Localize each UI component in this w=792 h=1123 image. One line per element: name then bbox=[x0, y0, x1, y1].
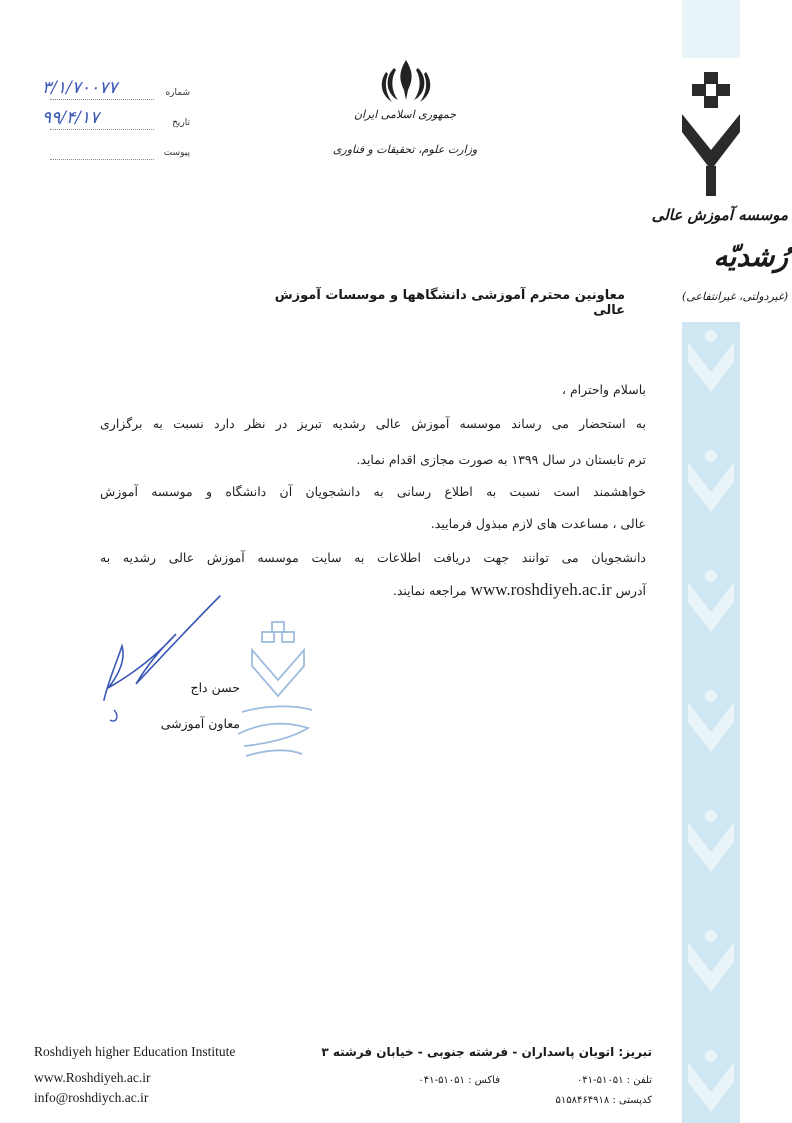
institute-name-line1: موسسه آموزش عالی bbox=[651, 206, 788, 224]
attachment-dots bbox=[50, 159, 154, 160]
footer-website[interactable]: www.Roshdiyeh.ac.ir bbox=[34, 1070, 151, 1085]
footer-address: تبریز: اتوبان پاسداران - فرشته جنوبی - خیابان فرشته ۳ bbox=[321, 1045, 652, 1059]
date-dots bbox=[50, 129, 154, 130]
footer-email[interactable]: info@roshdiych.ac.ir bbox=[34, 1090, 149, 1105]
footer-fax: فاکس : ۵۱۰۵۱-۰۴۱ bbox=[418, 1075, 500, 1086]
republic-title: جمهوری اسلامی ایران bbox=[353, 108, 457, 121]
address-prefix: آدرس bbox=[615, 583, 646, 598]
institute-type: (غیردولتی، غیرانتفاعی) bbox=[681, 290, 788, 303]
official-stamp-icon bbox=[232, 616, 322, 766]
signer-name: حسن داج bbox=[190, 680, 240, 695]
footer-english-name: Roshdiyeh higher Education Institute bbox=[34, 1044, 236, 1059]
number-value: ۳/۱/۷۰۰۷۷ bbox=[42, 78, 118, 98]
roshdiyeh-logo-icon bbox=[682, 70, 740, 200]
footer-postal-code: کدپستی : ۵۱۵۸۴۶۴۹۱۸ bbox=[555, 1095, 652, 1106]
number-dots bbox=[50, 99, 154, 100]
date-value: ۹۹/۴/۱۷ bbox=[42, 108, 100, 128]
letter-greeting: باسلام واحترام ، bbox=[561, 382, 646, 397]
handwritten-signature-icon bbox=[96, 590, 236, 730]
paragraph-1-line-2: ترم تابستان در سال ۱۳۹۹ به صورت مجازی اقدام نماید. bbox=[356, 452, 646, 467]
ministry-title: وزارت علوم، تحقیقات و فناوری bbox=[332, 143, 478, 156]
paragraph-2-line-2: عالی ، مساعدت های لازم مبذول فرمایید. bbox=[430, 516, 646, 531]
letter-recipient: معاونین محترم آموزشی دانشگاهها و موسسات آموزش عالی bbox=[274, 288, 625, 318]
attachment-label: پیوست bbox=[163, 148, 190, 158]
paragraph-1-line-1: به استحضار می رساند موسسه آموزش عالی رشدیه تبریز در نظر دارد نسبت به برگزاری bbox=[100, 416, 646, 431]
header-band-strip bbox=[682, 0, 740, 58]
institute-name-line2: رُشدیّه bbox=[713, 240, 788, 273]
number-label: شماره bbox=[165, 88, 190, 98]
signer-title: معاون آموزشی bbox=[160, 716, 240, 731]
address-suffix: مراجعه نمایند. bbox=[392, 583, 467, 598]
footer-phone: تلفن : ۵۱۰۵۱-۰۴۱ bbox=[576, 1075, 652, 1086]
iran-emblem-icon bbox=[374, 56, 438, 106]
paragraph-2-line-1: خواهشمند است نسبت به اطلاع رسانی به دانشجویان آن دانشگاه و موسسه آموزش bbox=[100, 484, 646, 499]
band-pattern-icon bbox=[682, 322, 740, 1123]
date-label: تاریخ bbox=[172, 118, 190, 128]
date-field bbox=[40, 108, 190, 136]
decorative-side-band bbox=[682, 322, 740, 1123]
number-field bbox=[40, 78, 190, 106]
attachment-field bbox=[40, 146, 190, 166]
website-link[interactable]: www.roshdiyeh.ac.ir bbox=[470, 580, 612, 599]
paragraph-3-line-1: دانشجویان می توانند جهت دریافت اطلاعات به سایت موسسه آموزش عالی رشدیه به bbox=[100, 550, 646, 565]
